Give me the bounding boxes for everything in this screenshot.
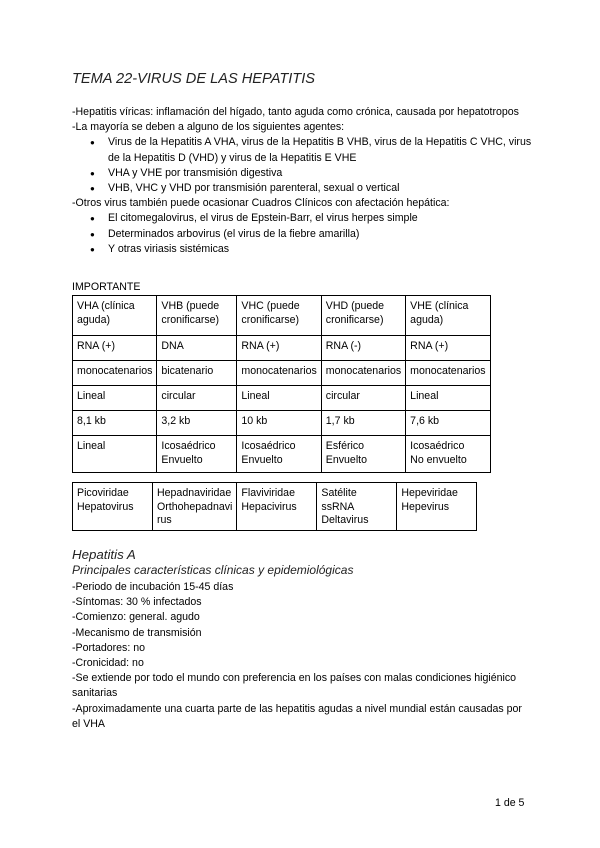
table-row — [73, 436, 491, 473]
list-item: ● VHB, VHC y VHD por transmisión parenteral, sexual o vertical — [72, 181, 532, 196]
table-cell: bicatenario — [157, 361, 237, 386]
table-cell: Icosaédrico Envuelto — [157, 436, 237, 473]
section-heading: Hepatitis A — [72, 547, 136, 562]
table-cell: Lineal — [237, 386, 321, 411]
table-row — [73, 411, 491, 436]
table-cell: VHE (clínica aguda) — [406, 296, 490, 336]
fact-line: -Mecanismo de transmisión — [72, 626, 202, 639]
agents-intro: -La mayoría se deben a alguno de los siguientes agentes: — [72, 121, 345, 134]
fact-line: -Comienzo: general. agudo — [72, 611, 200, 624]
virus-comparison-table — [72, 295, 491, 473]
table-cell: 8,1 kb — [73, 411, 157, 436]
table-cell: Picoviridae Hepatovirus — [73, 483, 153, 531]
page-number: 1 de 5 — [495, 797, 525, 809]
virus-family-table — [72, 482, 477, 531]
fact-line: -Portadores: no — [72, 641, 146, 654]
table-cell: Lineal — [406, 386, 490, 411]
table-cell: RNA (+) — [237, 336, 321, 361]
table-row — [73, 483, 477, 531]
table-cell: 1,7 kb — [321, 411, 405, 436]
fact-line: -Cronicidad: no — [72, 657, 144, 670]
hepatitis-a-facts — [72, 580, 532, 732]
table-cell: 10 kb — [237, 411, 321, 436]
table-cell: monocatenarios — [237, 361, 321, 386]
fact-line: -Aproximadamente una cuarta parte de las hepatitis agudas a nivel mundial están causadas por el VHA — [72, 702, 522, 730]
fact-line: -Se extiende por todo el mundo con preferencia en los países con malas condiciones higiénico sanitarias — [72, 672, 517, 700]
table-cell: Hepeviridae Hepevirus — [397, 483, 477, 531]
table-cell: DNA — [157, 336, 237, 361]
table-cell: RNA (+) — [406, 336, 490, 361]
table-cell: Satélite ssRNA Deltavirus — [317, 483, 397, 531]
table-row — [73, 386, 491, 411]
table-cell: Lineal — [73, 436, 157, 473]
list-item: ● VHA y VHE por transmisión digestiva — [72, 166, 532, 181]
table-cell: VHC (puede cronificarse) — [237, 296, 321, 336]
table-cell: RNA (-) — [321, 336, 405, 361]
table-cell: Icosaédrico No envuelto — [406, 436, 490, 473]
list-item: ● El citomegalovirus, el virus de Epstein-Barr, el virus herpes simple — [72, 211, 532, 226]
other-viruses-intro: -Otros virus también puede ocasionar Cuadros Clínicos con afectación hepática: — [72, 197, 450, 210]
table-cell: VHA (clínica aguda) — [73, 296, 157, 336]
table-cell: monocatenarios — [321, 361, 405, 386]
table-cell: monocatenarios — [73, 361, 157, 386]
table-cell: circular — [321, 386, 405, 411]
table-cell: Icosaédrico Envuelto — [237, 436, 321, 473]
table-cell: Lineal — [73, 386, 157, 411]
table-cell: VHB (puede cronificarse) — [157, 296, 237, 336]
list-item: ● Virus de la Hepatitis A VHA, virus de la Hepatitis B VHB, virus de la Hepatitis C VHC, virus de la Hepatitis D (VHD) y virus de la Hepatitis E VHE — [72, 135, 532, 165]
agents-list — [72, 135, 532, 196]
section-subheading: Principales características clínicas y epidemiológicas — [72, 563, 354, 577]
fact-line: -Periodo de incubación 15-45 días — [72, 581, 234, 593]
table-header-row — [73, 296, 491, 336]
fact-line: -Síntomas: 30 % infectados — [72, 596, 202, 609]
table-cell: 3,2 kb — [157, 411, 237, 436]
table-cell: 7,6 kb — [406, 411, 490, 436]
document-title: TEMA 22-VIRUS DE LAS HEPATITIS — [72, 71, 316, 87]
intro-section — [72, 105, 532, 257]
other-viruses-list — [72, 211, 532, 257]
table-cell: Flaviviridae Hepacivirus — [237, 483, 317, 531]
table-cell: circular — [157, 386, 237, 411]
definition-paragraph: -Hepatitis víricas: inflamación del hígado, tanto aguda como crónica, causada por hepatotropos — [72, 106, 519, 118]
table-cell: Esférico Envuelto — [321, 436, 405, 473]
table-cell: Hepadnaviridae Orthohepadnavi rus — [153, 483, 237, 531]
table-row — [73, 336, 491, 361]
important-label: IMPORTANTE — [72, 281, 141, 293]
table-cell: monocatenarios — [406, 361, 490, 386]
table-row — [73, 361, 491, 386]
table-cell: RNA (+) — [73, 336, 157, 361]
table-cell: VHD (puede cronificarse) — [321, 296, 405, 336]
list-item: ● Y otras viriasis sistémicas — [72, 242, 532, 257]
list-item: ● Determinados arbovirus (el virus de la fiebre amarilla) — [72, 227, 532, 242]
